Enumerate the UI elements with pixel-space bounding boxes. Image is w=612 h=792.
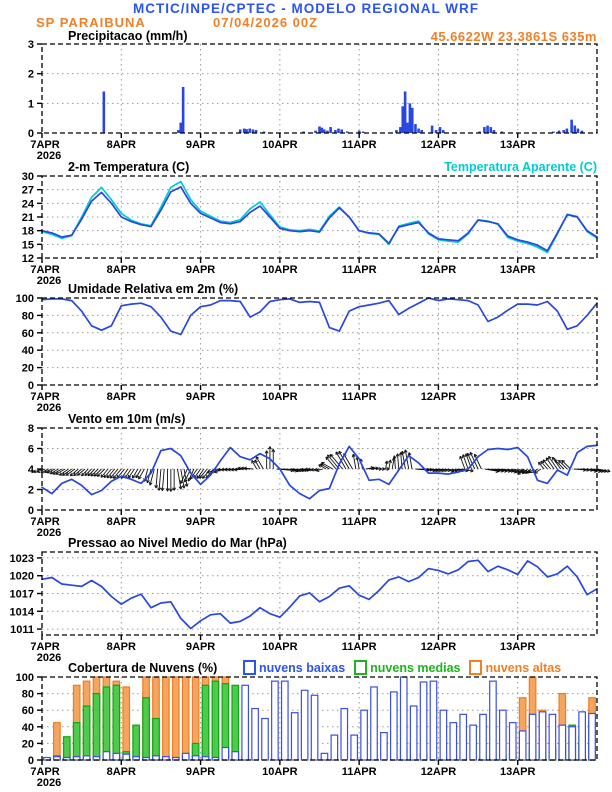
svg-text:10APR: 10APR xyxy=(262,139,298,151)
mid-clouds-swatch-icon xyxy=(354,660,367,675)
svg-text:8: 8 xyxy=(27,423,34,435)
legend-item-high-clouds xyxy=(469,660,561,675)
svg-text:12APR: 12APR xyxy=(420,766,457,778)
svg-text:8APR: 8APR xyxy=(106,391,136,403)
svg-text:9APR: 9APR xyxy=(185,264,216,276)
svg-text:11APR: 11APR xyxy=(341,766,377,778)
svg-text:15: 15 xyxy=(21,239,34,252)
svg-text:4: 4 xyxy=(27,464,34,476)
wind-title: Vento em 10m (m/s) xyxy=(68,412,186,426)
svg-text:80: 80 xyxy=(21,688,34,701)
svg-text:2: 2 xyxy=(27,68,34,81)
temperature-title: 2-m Temperatura (C) xyxy=(68,160,190,174)
svg-text:1020: 1020 xyxy=(9,570,34,583)
svg-text:40: 40 xyxy=(21,721,34,734)
svg-text:9APR: 9APR xyxy=(185,139,216,151)
svg-text:6: 6 xyxy=(27,443,34,456)
svg-text:7APR: 7APR xyxy=(30,264,60,276)
svg-text:60: 60 xyxy=(21,705,34,718)
svg-text:100: 100 xyxy=(15,293,34,305)
svg-text:20: 20 xyxy=(21,738,34,751)
svg-text:0: 0 xyxy=(27,128,34,140)
svg-text:9APR: 9APR xyxy=(185,391,216,403)
svg-text:2: 2 xyxy=(27,484,34,497)
svg-text:1023: 1023 xyxy=(9,552,34,565)
svg-text:7APR: 7APR xyxy=(30,391,60,403)
svg-text:12APR: 12APR xyxy=(420,641,457,653)
svg-text:21: 21 xyxy=(21,212,34,224)
svg-text:13APR: 13APR xyxy=(499,391,536,403)
low-clouds-label: nuvens baixas xyxy=(259,660,346,675)
svg-text:1011: 1011 xyxy=(10,624,34,637)
apparent-temperature-title: Temperatura Aparente (C) xyxy=(444,160,597,174)
mid-clouds-label: nuvens medias xyxy=(370,660,461,675)
svg-text:30: 30 xyxy=(21,171,34,183)
svg-text:11APR: 11APR xyxy=(341,264,377,276)
svg-text:10APR: 10APR xyxy=(262,264,298,276)
svg-text:2026: 2026 xyxy=(36,275,62,287)
svg-text:11APR: 11APR xyxy=(341,139,377,151)
svg-text:27: 27 xyxy=(21,184,34,197)
model-title: MCTIC/INPE/CPTEC - MODELO REGIONAL WRF xyxy=(133,1,479,16)
svg-text:11APR: 11APR xyxy=(341,391,377,403)
svg-text:40: 40 xyxy=(21,345,34,358)
svg-text:10APR: 10APR xyxy=(262,766,298,778)
svg-text:2026: 2026 xyxy=(36,777,62,789)
pressure-title: Pressao ao Nivel Medio do Mar (hPa) xyxy=(68,536,287,550)
svg-text:13APR: 13APR xyxy=(499,264,536,276)
svg-text:1: 1 xyxy=(27,98,34,111)
svg-text:13APR: 13APR xyxy=(499,766,536,778)
svg-text:9APR: 9APR xyxy=(185,641,216,653)
svg-text:13APR: 13APR xyxy=(499,139,536,151)
svg-text:8APR: 8APR xyxy=(106,264,136,276)
svg-text:1017: 1017 xyxy=(9,588,34,601)
svg-text:7APR: 7APR xyxy=(30,766,60,778)
svg-text:12APR: 12APR xyxy=(420,516,457,528)
humidity-title: Umidade Relativa em 2m (%) xyxy=(68,282,239,296)
svg-text:2026: 2026 xyxy=(36,402,62,414)
svg-text:0: 0 xyxy=(27,755,34,767)
svg-text:8APR: 8APR xyxy=(106,516,136,528)
svg-text:100: 100 xyxy=(15,672,34,684)
svg-text:80: 80 xyxy=(21,310,34,323)
svg-text:12APR: 12APR xyxy=(420,391,457,403)
svg-text:9APR: 9APR xyxy=(185,516,216,528)
svg-text:10APR: 10APR xyxy=(262,391,298,403)
svg-text:2026: 2026 xyxy=(36,150,62,162)
svg-text:12: 12 xyxy=(21,253,34,265)
svg-text:1014: 1014 xyxy=(9,606,34,619)
low-clouds-swatch-icon xyxy=(243,660,256,675)
legend-item-mid-clouds xyxy=(354,660,460,675)
svg-text:10APR: 10APR xyxy=(262,516,298,528)
cloud-legend xyxy=(243,660,561,675)
svg-text:2026: 2026 xyxy=(36,527,62,539)
run-datetime: 07/04/2026 00Z xyxy=(213,15,319,30)
svg-text:12APR: 12APR xyxy=(420,139,457,151)
svg-text:11APR: 11APR xyxy=(341,516,377,528)
svg-text:12APR: 12APR xyxy=(420,264,457,276)
svg-text:24: 24 xyxy=(21,198,34,211)
svg-text:7APR: 7APR xyxy=(30,641,60,653)
svg-text:3: 3 xyxy=(27,39,34,51)
station-name: SP PARAIBUNA xyxy=(36,15,146,30)
precipitation-title: Precipitacao (mm/h) xyxy=(68,29,188,43)
high-clouds-swatch-icon xyxy=(469,660,482,675)
legend-item-low-clouds xyxy=(243,660,345,675)
svg-text:10APR: 10APR xyxy=(262,641,298,653)
svg-text:13APR: 13APR xyxy=(499,516,536,528)
svg-text:7APR: 7APR xyxy=(30,516,60,528)
station-coordinates: 45.6622W 23.3861S 635m xyxy=(430,29,597,44)
svg-text:8APR: 8APR xyxy=(106,766,136,778)
svg-text:8APR: 8APR xyxy=(106,641,136,653)
svg-text:7APR: 7APR xyxy=(30,139,60,151)
svg-text:13APR: 13APR xyxy=(499,641,536,653)
high-clouds-label: nuvens altas xyxy=(485,660,562,675)
svg-text:0: 0 xyxy=(27,380,34,392)
svg-text:60: 60 xyxy=(21,327,34,340)
svg-text:8APR: 8APR xyxy=(106,139,136,151)
svg-text:11APR: 11APR xyxy=(341,641,377,653)
svg-text:2026: 2026 xyxy=(36,652,62,664)
svg-text:20: 20 xyxy=(21,362,34,375)
cloud-cover-title: Cobertura de Nuvens (%) xyxy=(68,661,218,675)
svg-text:0: 0 xyxy=(27,505,34,517)
svg-text:9APR: 9APR xyxy=(185,766,216,778)
svg-text:18: 18 xyxy=(21,225,34,238)
